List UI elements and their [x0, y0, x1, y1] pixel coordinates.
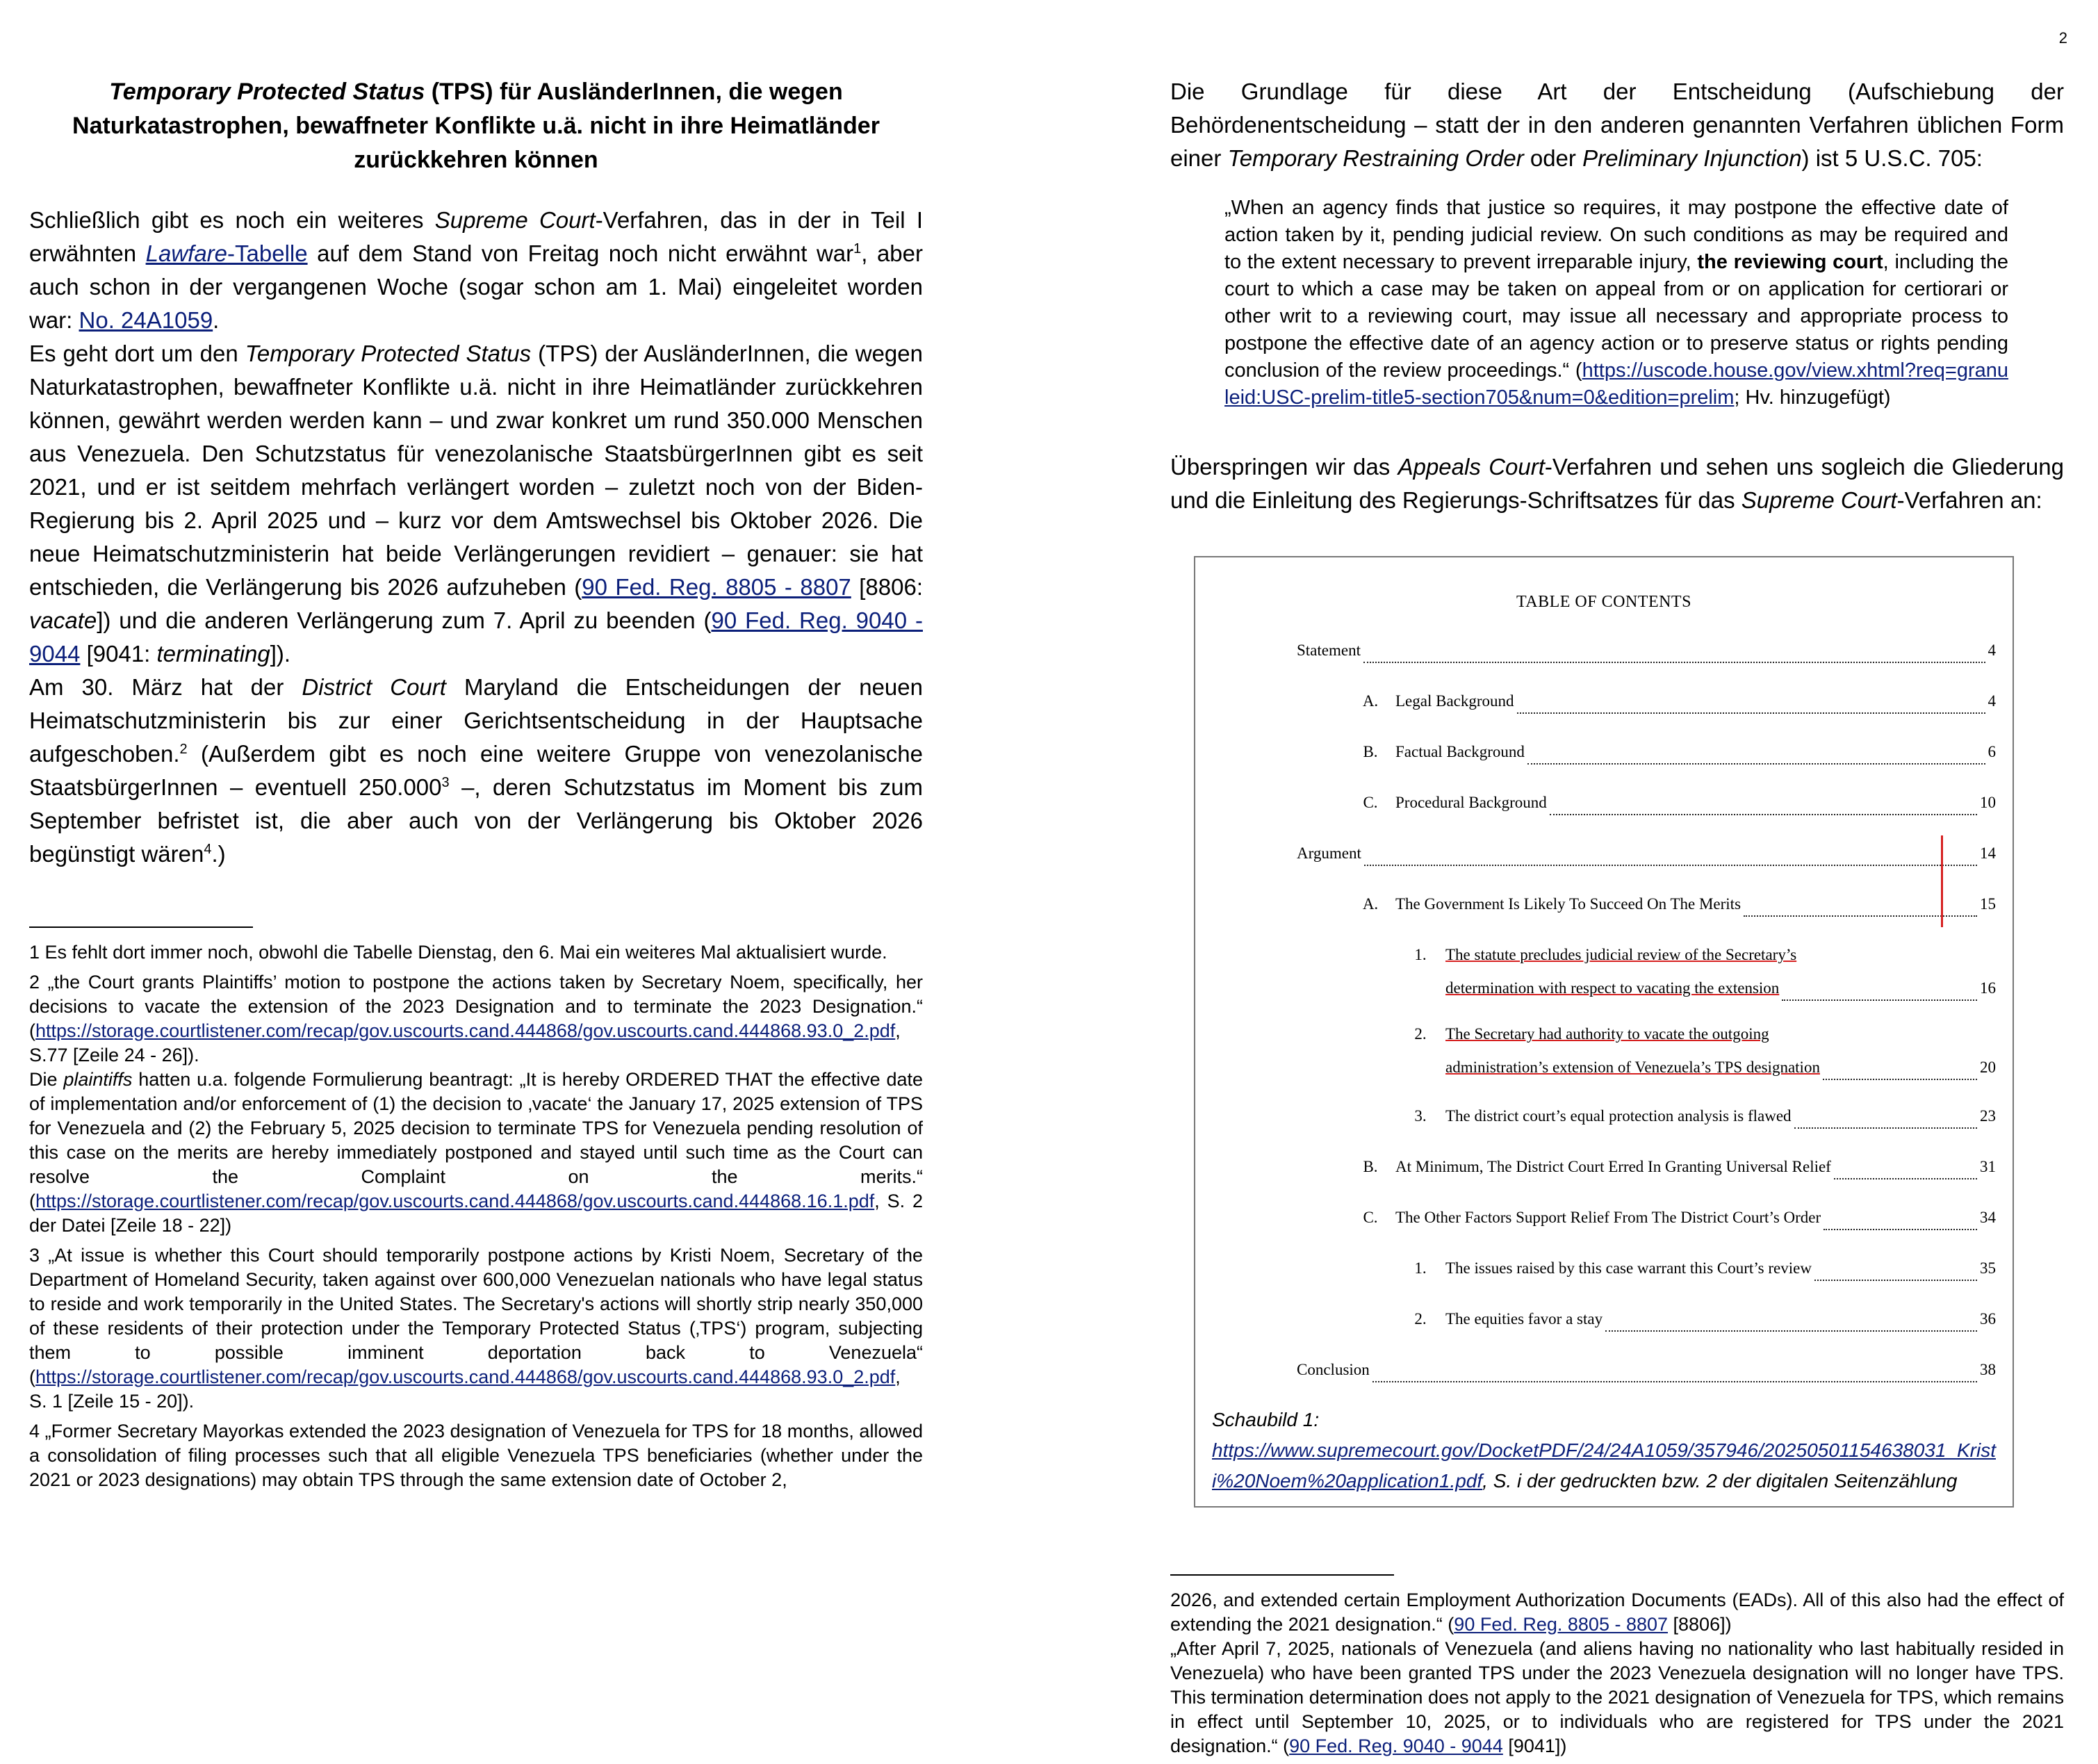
toc-entry-equities: 2. The equities favor a stay 36	[1212, 1302, 1996, 1336]
toc-entry-issues-warrant-review: 1. The issues raised by this case warrant this Court’s review 35	[1212, 1252, 1996, 1285]
toc-entry-factual-background: B. Factual Background 6	[1212, 735, 1996, 769]
left-column	[29, 75, 923, 1498]
paragraph-1: Schließlich gibt es noch ein weiteres Supreme Court-Verfahren, das in der in Teil I erwähnten Lawfare-Tabelle auf dem Stand von Freitag noch nicht erwähnt war$^1$, aber auch schon in der vergangenen Woche (sogar schon am 1. Mai) eingeleitet worden war: No. 24A1059.	[29, 207, 924, 333]
footnote-2: 2 „the Court grants Plaintiffs’ motion to postpone the actions taken by Secretary Noem, specifically, her decisions to vacate the extension of the 2023 Designation and to terminate the 2023 Designation.“ (https://storage.courtlistener.com/recap/gov.uscourts.cand.444868/gov.uscourts.cand.444868.93.0_2.pdf, S.77 [Zeile 24 - 26]).	[29, 972, 923, 1065]
toc-entry-authority-to-vacate: 2. The Secretary had authority to vacate the outgoing administration’s extension of Venezuela’s TPS designation 20	[1212, 1018, 1996, 1084]
heading-text: (TPS) für AusländerInnen, die wegen Naturkatastrophen, bewaffneter Konflikte u.ä. nicht in ihre Heimatländer zurückkehren können	[72, 79, 880, 173]
footnote-4-quote: „After April 7, 2025, nationals of Venezuela (and aliens having no nationality who last habitually resided in Venezuela) who have been granted TPS under the 2023 Venezuela designation will no longer have TPS. This termination determination does not apply to the 2021 designation of Venezuela for TPS, which remains in effect until September 10, 2025, or to individuals who are registered for TPS under the 2021 designation.“ (90 Fed. Reg. 9040 - 9044 [9041])	[1170, 1638, 2064, 1756]
paragraph-2: Es geht dort um den Temporary Protected Status (TPS) der AusländerInnen, die wegen Naturkatastrophen, bewaffneter Konflikte u.ä. nicht in ihre Heimatländer zurückkehren können, gewährt werden werden kann – und zwar konkret um rund 350.000 Menschen aus Venezuela. Den Schutzstatus für venezolanische StaatsbürgerInnen gibt es seit 2021, und er ist seitdem mehrfach verlängert worden – zuletzt noch von der Biden-Regierung bis 2. April 2025 und – kurz vor dem Amtswechsel bis Oktober 2026. Die neue Heimatschutzministerin hat beide Verlängerungen revidiert – genauer: sie hat entschieden, die Verlängerung bis 2026 aufzuheben (90 Fed. Reg. 8805 - 8807 [8806: vacate]) und die anderen Verlängerung zum 7. April zu beenden (90 Fed. Reg. 9040 - 9044 [9041: terminating]).	[29, 341, 923, 667]
toc-entry-likely-to-succeed: A. The Government Is Likely To Succeed On The Merits 15	[1212, 888, 1996, 921]
heading-italic: Temporary Protected Status	[109, 79, 425, 105]
docket-24a1059-link[interactable]: No. 24A1059	[79, 307, 213, 333]
uscode-link[interactable]: https://uscode.house.gov/view.xhtml?req=granuleid:USC-prelim-title5-section705&num=0&edition=prelim	[1224, 359, 2008, 409]
courtlistener-93-link-2[interactable]: https://storage.courtlistener.com/recap/gov.uscourts.cand.444868/gov.uscourts.cand.444868.93.0_2.pdf	[35, 1366, 896, 1387]
courtlistener-93-link[interactable]: https://storage.courtlistener.com/recap/gov.uscourts.cand.444868/gov.uscourts.cand.444868.93.0_2.pdf	[35, 1020, 896, 1041]
footnotes-left	[29, 940, 923, 1492]
highlight-marker	[1941, 835, 1943, 927]
supremecourt-pdf-link[interactable]: https://www.supremecourt.gov/DocketPDF/24/24A1059/357946/20250501154638031_Kristi%20Noem%20application1.pdf	[1212, 1439, 1996, 1492]
toc-entry-other-factors: C. The Other Factors Support Relief From The District Court’s Order 34	[1212, 1201, 1996, 1234]
toc-entry-universal-relief: B. At Minimum, The District Court Erred In Granting Universal Relief 31	[1212, 1150, 1996, 1184]
fed-reg-8805-link-2[interactable]: 90 Fed. Reg. 8805 - 8807	[1454, 1614, 1669, 1635]
right-column	[1170, 75, 2064, 1764]
paragraph-right-2: Überspringen wir das Appeals Court-Verfahren und sehen uns sogleich die Gliederung und die Einleitung des Regierungs-Schriftsatzes für das Supreme Court-Verfahren an:	[1170, 454, 2064, 513]
toc-entry-procedural-background: C. Procedural Background 10	[1212, 786, 1996, 819]
lawfare-table-link[interactable]: Lawfare-Tabelle	[145, 240, 308, 266]
paragraph-right-1: Die Grundlage für diese Art der Entscheidung (Aufschiebung der Behördenentscheidung – statt der in den anderen genannten Verfahren üblichen Form einer Temporary Restraining Order oder Preliminary Injunction) ist 5 U.S.C. 705:	[1170, 79, 2064, 171]
footnote-4: 4 „Former Secretary Mayorkas extended the 2023 designation of Venezuela for TPS for 18 months, allowed a consolidation of filing processes such that all eligible Venezuela TPS beneficiaries (whether under the 2021 or 2023 designations) may obtain TPS through the same extension date of October 2,	[29, 1421, 923, 1490]
footnote-1: 1 Es fehlt dort immer noch, obwohl die Tabelle Dienstag, den 6. Mai ein weiteres Mal aktualisiert wurde.	[29, 942, 887, 963]
paragraph-3: Am 30. März hat der District Court Maryland die Entscheidungen der neuen Heimatschutzministerin bis zur einer Gerichtsentscheidung in der Hauptsache aufgeschoben.$^2$ (Außerdem gibt es noch eine weitere Gruppe von venezolanische StaatsbürgerInnen – eventuell 250.000$^3$ –, deren Schutzstatus im Moment bis zum September befristet ist, die aber auch von der Verlängerung bis Oktober 2026 begünstigt wären$^4$.)	[29, 674, 923, 867]
toc-entry-legal-background: A. Legal Background 4	[1212, 685, 1996, 718]
fed-reg-9040-link[interactable]: 90 Fed. Reg. 9040 - 9044	[29, 607, 923, 667]
fed-reg-8805-link[interactable]: 90 Fed. Reg. 8805 - 8807	[582, 574, 851, 600]
page-number: 2	[2058, 29, 2067, 47]
footnote-ref-1: 1	[853, 241, 862, 256]
footnote-ref-2: 2	[179, 742, 188, 757]
toc-entry-conclusion: Conclusion 38	[1212, 1353, 1996, 1387]
usc-705-quote: „When an agency finds that justice so requires, it may postpone the effective date of action taken by it, pending judicial review. On such conditions as may be required and to the extent necessary to prevent irreparable injury, the reviewing court, including the court to which a case may be taken on appeal from or on application for certiorari or other writ to a reviewing court, may issue all necessary and appropriate process to postpone the effective date of an agency action or to preserve status or rights pending conclusion of the review proceedings.“ (https://uscode.house.gov/view.xhtml?req=granuleid:USC-prelim-title5-section705&num=0&edition=prelim; Hv. hinzugefügt)	[1224, 197, 2008, 409]
figure-caption: Schaubild 1: https://www.supremecourt.gov/DocketPDF/24/24A1059/357946/20250501154638031_Kristi%20Noem%20application1.pdf, S. i der gedruckten bzw. 2 der digitalen Seitenzählung	[1212, 1409, 1996, 1492]
footnote-2-continued: Die plaintiffs hatten u.a. folgende Formulierung beantragt: „It is hereby ORDERED THAT the effective date of implementation and/or enforcement of (1) the decision to ‚vacate‘ the January 17, 2025 extension of TPS for Venezuela and (2) the February 5, 2025 decision to terminate TPS for Venezuela pending resolution of this case on the merits are hereby immediately postponed and stayed until such time as the Court can resolve the Complaint on the merits.“ (https://storage.courtlistener.com/recap/gov.uscourts.cand.444868/gov.uscourts.cand.444868.16.1.pdf, S. 2 der Datei [Zeile 18 - 22])	[29, 1069, 924, 1236]
courtlistener-16-link[interactable]: https://storage.courtlistener.com/recap/gov.uscourts.cand.444868/gov.uscourts.cand.444868.16.1.pdf	[35, 1191, 875, 1211]
footnote-4-continued: 2026, and extended certain Employment Authorization Documents (EADs). All of this also had the effect of extending the 2021 designation.“ (90 Fed. Reg. 8805 - 8807 [8806])	[1170, 1590, 2064, 1635]
footnote-ref-3: 3	[441, 775, 450, 790]
toc-entry-argument: Argument 14	[1212, 837, 1996, 870]
table-of-contents-figure	[1194, 556, 2014, 1508]
toc-title: TABLE OF CONTENTS	[1516, 593, 1691, 611]
footnotes-right	[1170, 1588, 2064, 1758]
toc-entry-judicial-review: 1. The statute precludes judicial review of the Secretary’s determination with respect to vacating the extension 16	[1212, 938, 1996, 1005]
footnote-ref-4: 4	[204, 842, 212, 857]
footnote-3: 3 „At issue is whether this Court should temporarily postpone actions by Kristi Noem, Secretary of the Department of Homeland Security, taken against over 600,000 Venezuelan nationals who have legal status to reside and work temporarily in the United States. The Secretary's actions will shortly strip nearly 350,000 of these residents of their protection under the Temporary Protected Status (‚TPS‘) program, subjecting them to possible imminent deportation back to Venezuela“ (https://storage.courtlistener.com/recap/gov.uscourts.cand.444868/gov.uscourts.cand.444868.93.0_2.pdf, S. 1 [Zeile 15 - 20]).	[29, 1245, 923, 1412]
toc-entry-equal-protection: 3. The district court’s equal protection analysis is flawed 23	[1212, 1100, 1996, 1133]
footnote-divider-right	[1170, 1574, 1394, 1576]
fed-reg-9040-link-2[interactable]: 90 Fed. Reg. 9040 - 9044	[1289, 1736, 1503, 1756]
section-heading	[57, 75, 895, 177]
toc-entry-statement: Statement 4	[1212, 634, 1996, 667]
footnote-divider	[29, 926, 253, 928]
